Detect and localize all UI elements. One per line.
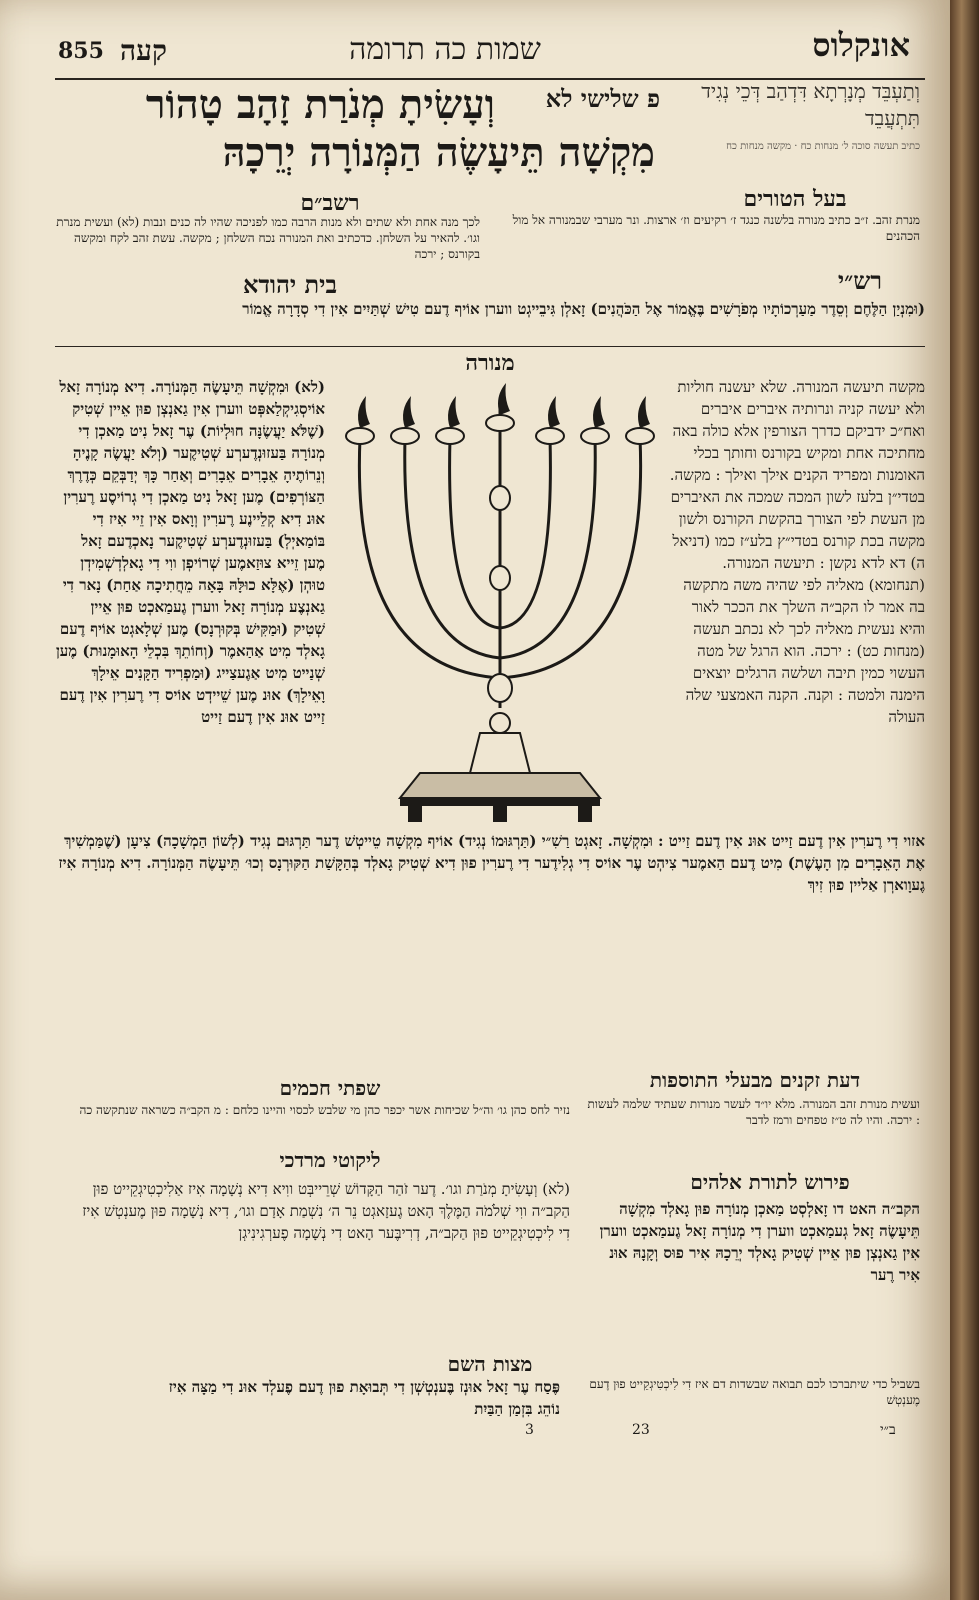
onkelos-note: כתיב תעשה סוכה ל׳ מנחות כח · מקשה מנחות כח (726, 141, 920, 152)
footer-signature-center: 23 (632, 1422, 650, 1438)
rashi-column-text: מקשה תיעשה המנורה. שלא יעשנה חוליות ולא יעשה קניה ונרותיה איברים איברים ואח״כ ידביקם כדרך הצורפין אלא כולה באה מחתיכה אחת ומקיש בקורנס וחותך בכלי האומנות ומפריד הקנים אילך ואילך : מקשה. בטדי״ן בלעז לשון המכה שמכה את האיברים מן העשת לפי הצורך בהקשת הקורנס ולשון מקשה בכת קורנס בטדי״ץ בלע״ז כמו (דניאל ה) דא לדא נקשן : תיעשה המנורה. (תנחומא) מאליה לפי שהיה משה מתקשה בה אמר לו הקב״ה השלך את הככר לאור והיא נעשית מאליה לכך לא נכתב תעשה (מנחות כט) : ירכה. הוא הרגל של מטה העשוי כמין תיבה ושלשה הרגלים יוצאים הימנה ולמטה : וקנה. הקנה האמצעי שלה העולה (669, 378, 925, 726)
parsha-mark: פ (646, 84, 660, 113)
divider (55, 346, 925, 347)
verse-line-2: מִקְשָׁה תֵּיעָשֶׂה הַמְּנוֹרָה יְרֵכָהּ (222, 129, 655, 176)
footer-signature-right: ב״י (880, 1422, 896, 1438)
onkelos-text: וְתַעְבֵּד מְנָרְתָא דִּדְהַב דְּכֵי נְגִיד תִּתְעֲבֵד (701, 79, 920, 130)
page-number: 855 (58, 38, 104, 64)
footer-signature-left: 3 (525, 1422, 534, 1438)
sifsei-chachamim-text: נזיר לחס כהן גו׳ וה״ל שכיחות אשר יכפר כהן מי שלבש לכסוי והיינו כלחם : מ הקב״ה כשראה שנתקשה כה (79, 1103, 570, 1117)
beit-yehuda-text: (וּמִנְיַן הַלֶּחֶם וְסֵדֶר מַעַרְכוֹתָיו מְפֹרָשִׁים בֶּאֱמוֹר אֶל הַכֹּהֲנִים) זָאלְן גִּיבֵייגְט ווערן אוֹיף דֶעם טִישׁ שְׁתַּיִים אִין דִי סְדָרָה אֱמוֹר (242, 300, 925, 318)
menorah-label: מנורה (465, 350, 515, 376)
book-edge (950, 0, 979, 1600)
mitzvos-text: פֶּסַח עֶר זָאל אוּנְז בֶּענְטְשְׁן דִי תְּבוּאָת פוּן דֶעם פֶעלְד אוּנ דִי מַצָּה אִיז נוֹהֵג בִּזְמַן הַבַּיִת (168, 1378, 560, 1418)
sifsei-chachamim-heading: שפתי חכמים (279, 1076, 381, 1100)
rashbam-text: לכך מנה אחת ולא שתים ולא מנות הרבה כמו לפניכה שהיו לה כנים ונבות (לא) ועשית מנרת וגו׳. להאיר על השלחן. כדכתיב ואת המנורה נכח השלחן ; מקשה. עשת זהב לקח ומקשה בקורנס ; ירכה (56, 215, 480, 261)
onkelos-label: אונקלוס (812, 26, 910, 64)
bottom-commentary-text: בשביל כדי שיתברכו לכם תבואה שבשדות דם איז דִי לִיכְטִיגְקֵייט פוּן דֶעם מֶענְטְשׁ (589, 1377, 920, 1407)
beit-yehuda-heading: בית יהודא (242, 270, 338, 299)
likutei-mordechai-text: (לא) וְעָשִׂיתָ מְנֹרַת וגו׳. דֶער זֹהַר הַקָּדוֹשׁ שְׁרֵייבְּט ווִיא דִיא נְשָׁמָה אִיז אַלִיכְטִיגְקֵייט פוּן הַקב״ה ווִי שְׁלֹמֹה הַמֶּלֶךְ הָאט גֶעזָאגְט נֵר ה׳ נִשְׁמַת אָדָם וגו׳, דִיא נְשָׁמָה פוּן מֶענְטְשׁ אִיז דִי לִיכְטִיגְקֵייט פוּן הַקב״ה, דְרִיבֶּער הָאט דִי נְשָׁמָה פֶערְגִינִיגְן (82, 1180, 570, 1242)
baal-haturim-heading: בעל הטורים (743, 186, 847, 212)
mitzvos-heading: מצות השם (447, 1352, 533, 1376)
peirush-heading: פירוש לתורת אלהים (690, 1170, 850, 1194)
likutei-mordechai-heading: ליקוטי מרדכי (279, 1148, 381, 1172)
wide-commentary-text: אזוי דִי רֶערִין אִין דֶעם זַייט אוּנ אִין דֶעם זַייט : וּמִקְשָׁה. זָאגְט רַשִׁ״י (תַּרְגּוּמוֹ נְגִיד) אוֹיף מִקְשָׁה טֵייטְשׁ דֶער תַּרְגּוּם נְגִיד (לְשׁוֹן הַמְשָׁכָה) צִיעָן (שֶׁמַּמְשִׁיךְ אֶת הָאֵבָרִים מִן הָעֶשֶׁת) מִיט דֶעם הַאמֶער צִיהְט עֶר אוֹיס דִי גְלִידֶער דִי רֶערִין פוּן דִיא שְׁטִיק גָאלְד בְּהַקָּשַׁת הַקּוּרְנָס וְכוּ׳ תֵּיעָשֶׂה הַמְּנוֹרָה. דִיא מְנוֹרָה אִיז גֶעוָוארְן אַליין פוּן זִיךְ (58, 832, 925, 894)
menorah-illustration (330, 378, 670, 828)
left-column-text: (לא) וּמִקְשָׁה תֵּיעָשֶׂה הַמְּנוֹרָה. דִיא מְנוֹרָה זָאל אוֹיסְגִיקְלַאפְּט ווערן אִין גַאנְצְן פוּן אֵיין שְׁטִיק (שֶׁלֹּא יַעֲשֶׂנָּה חוּלְיוֹת) עֶר זָאל נִיט מַאכְן דִי מְנוֹרָה בַּעזוּנְדֶערְע שְׁטִיקֶער (וְלֹא יַעֲשֶׂה קָנֶיהָ וְנֵרוֹתֶיהָ אֵבָרִים אֵבָרִים וְאַחַר כָּךְ יְדַבְּקֵם כְּדֶרֶךְ הַצּוֹרְפִים) מֶען זָאל נִיט מַאכְן דִי גְרוֹיסֶע רֶערִין אוּנ דִיא קְלֵיינֶע רֶערִין וְוָאס אִין זֵיי אִיז דִי בּוֹמַאיְלְ) בַּעזוּנְדֶערְע שְׁטִיקֶער נָאכְדֶעם זָאל מֶען זֵייא צוּזַאמֶען שְׁרוֹיפְן ווִי דִי גָאלְדְשְׁמִידְן טוּהְן (אֶלָּא כוּלָּהּ בָּאָה מֵחֲתִיכָה אַחַת) נָאר דִי גַאנְצֶע מְנוֹרָה זָאל ווערן גֶעמַאכְט פוּן אֵיין שְׁטִיק (וּמַקִּישׁ בְּקוּרְנָס) מֶען שְׁלָאגְט אוֹיף דֶעם גָאלְד מִיט אַהַאמֶר (וְחוֹתֵךְ בִּכְלֵי הָאוּמָנוּת) מֶען שְׁנַייט מִיט אַגֶעצַייג (וּמַפְרִיד הַקָּנִים אֵילָךְ וָאֵילָךְ) אוּנ מֶען שֵׁיידְט אוֹיס דִי רֶערִין אִין דֶעם זַייט אוּנ אִין דֶעם זַייט (55, 378, 325, 726)
rashi-heading: רש״י (837, 266, 883, 295)
running-title: שמות כה תרומה (349, 32, 541, 67)
peirush-text: הקב״ה האט דו זָאלְסְט מַאכְן מְנוֹרָה פוּן גָאלְד מִקְשָׁה תֵּיעָשֶׂה זָאל גְעמַאכְט ווערן דִי מְנוֹרָה זָאל גֶעמַאכְט ווערן אִין גַאנְצְן פוּן אֵיין שְׁטִיק גָאלְד יְרֵכָהּ אִיר פוּס וְקָנָהּ אוּנ אִיר רֶער (599, 1200, 920, 1284)
verse-line-1: וְעָשִׂיתָ מְנֹרַת זָהָב טָהוֹר (145, 81, 495, 128)
aliya-marker: שלישי לא (545, 84, 639, 113)
baal-haturim-text: מנרת זהב. ז״ב כתיב מנורה בלשנה כנגד ז׳ רקיעים וז׳ ארצות. ונר מערבי שבמנורה אל מול הכהנים (512, 213, 920, 243)
rashbam-heading: רשב״ם (300, 190, 360, 216)
daat-zekenim-heading: דעת זקנים מבעלי התוספות (649, 1068, 861, 1092)
daat-zekenim-text: ועשית מנורת זהב המנורה. מלא יו״ד לעשר מנורות שעתיד שלמה לעשות : ירכה. והיו לה ט״ז טפחים ורמז לדבר (587, 1097, 920, 1127)
hebrew-page-number: קעה (120, 34, 167, 67)
